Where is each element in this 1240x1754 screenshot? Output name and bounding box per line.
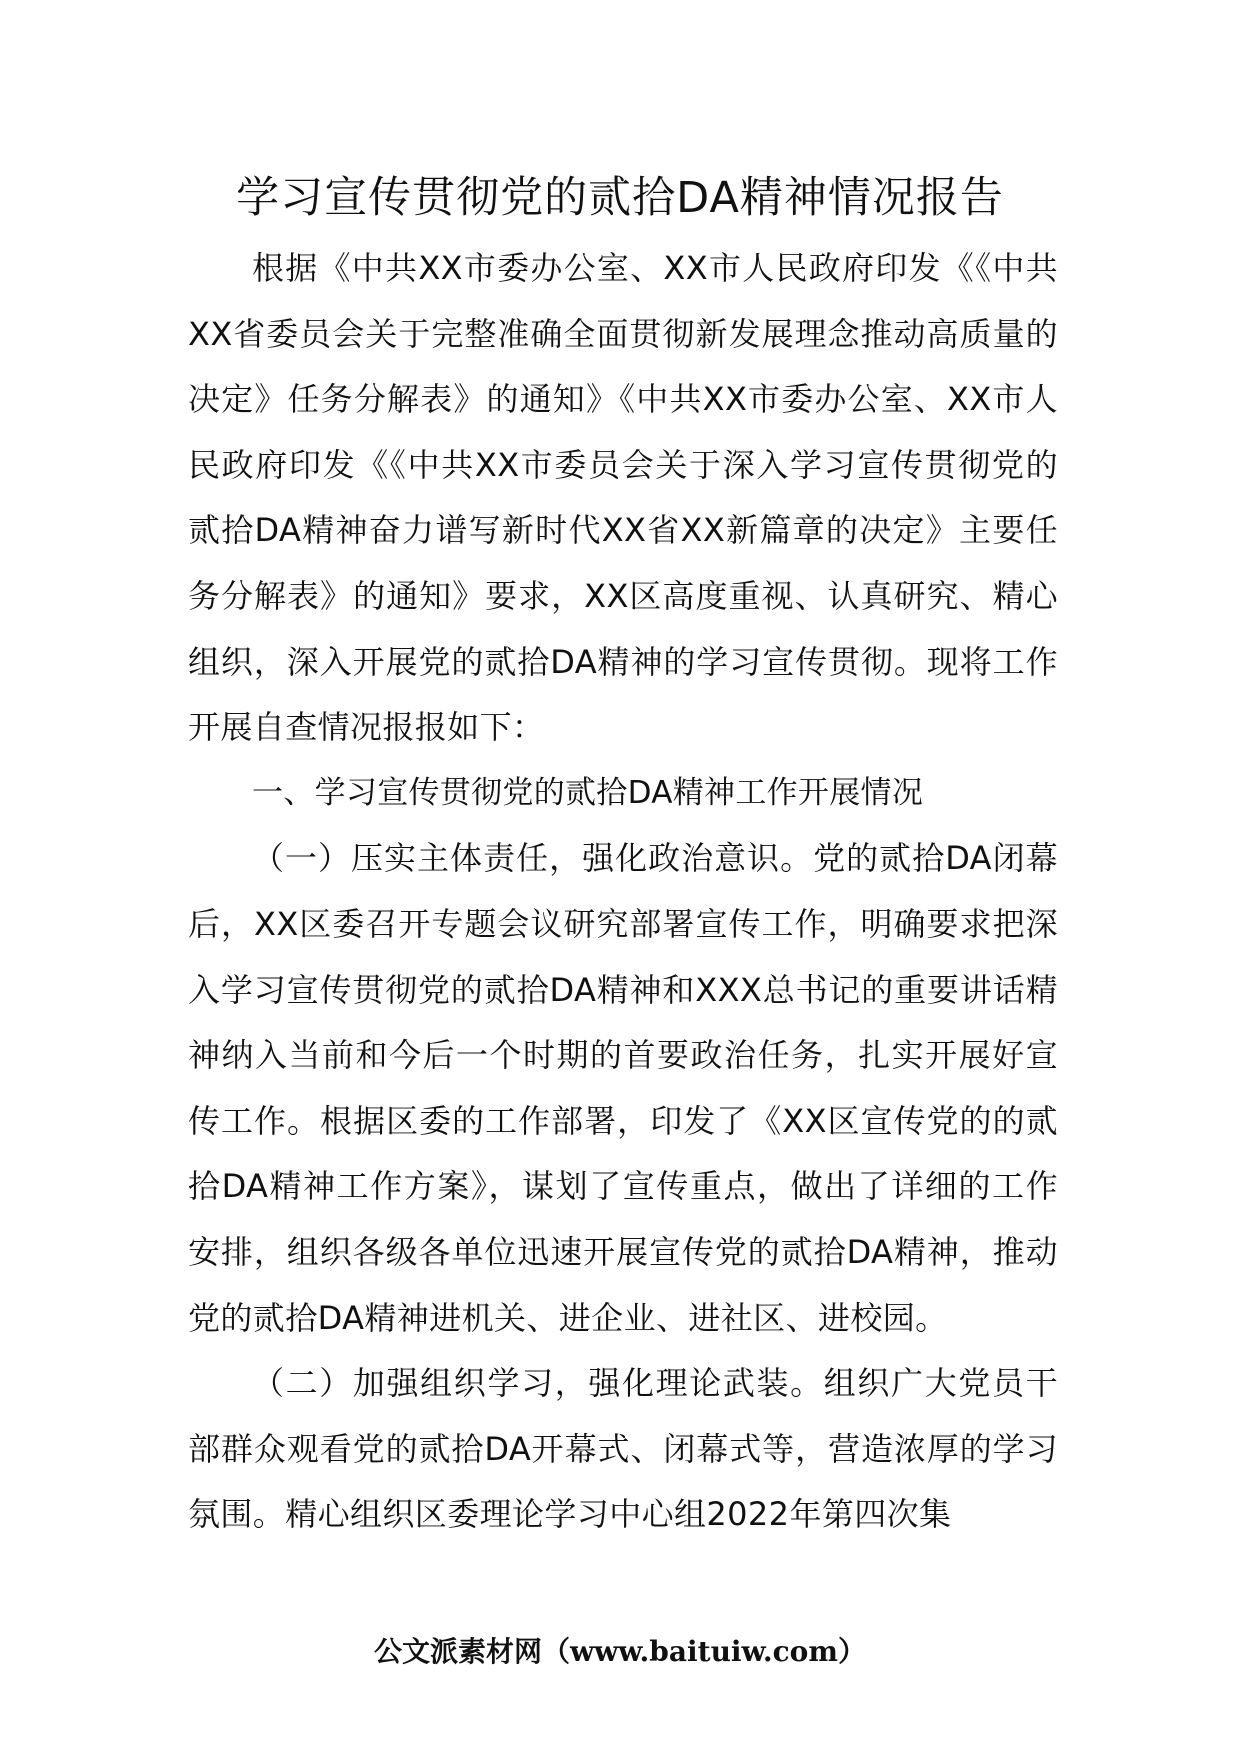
section-heading: 一、学习宣传贯彻党的贰拾DA精神工作开展情况 bbox=[252, 774, 924, 811]
subsection-paragraph-1: （一）压实主体责任，强化政治意识。党的贰拾DA闭幕后，XX区委召开专题会议研究部署宣传工作，明确要求把深入学习宣传贯彻党的贰拾DA精神和XXX总书记的重要讲话精神纳入当前和今后一个时期的首要政治任务，扎实开展好宣传工作。根据区委的工作部署，印发了《XX区宣传党的的贰拾DA精神工作方案》，谋划了宣传重点，做出了详细的工作安排，组织各级各单位迅速开展宣传党的贰拾DA精神，推动党的贰拾DA精神进机关、进企业、进社区、进校园。 bbox=[188, 839, 1058, 1337]
subsection-paragraph-2: （二）加强组织学习，强化理论武装。组织广大党员干部群众观看党的贰拾DA开幕式、闭幕式等，营造浓厚的学习氛围。精心组织区委理论学习中心组2022年第四次集 bbox=[188, 1364, 1058, 1534]
document-title: 学习宣传贯彻党的贰拾DA精神情况报告 bbox=[236, 173, 1004, 223]
intro-paragraph: 根据《中共XX市委办公室、XX市人民政府印发《《中共XX省委员会关于完整准确全面贯彻新发展理念推动高质量的决定》任务分解表》的通知》《中共XX市委办公室、XX市人民政府印发《《中共XX市委员会关于深入学习宣传贯彻党的贰拾DA精神奋力谱写新时代XX省XX新篇章的决定》主要任务分解表》的通知》要求，XX区高度重视、认真研究、精心组织，深入开展党的贰拾DA精神的学习宣传贯彻。现将工作开展自查情况报报如下： bbox=[188, 249, 1058, 747]
footer-source: 公文派素材网（www.baituiw.com） bbox=[374, 1635, 866, 1668]
document-body bbox=[188, 236, 1058, 1548]
